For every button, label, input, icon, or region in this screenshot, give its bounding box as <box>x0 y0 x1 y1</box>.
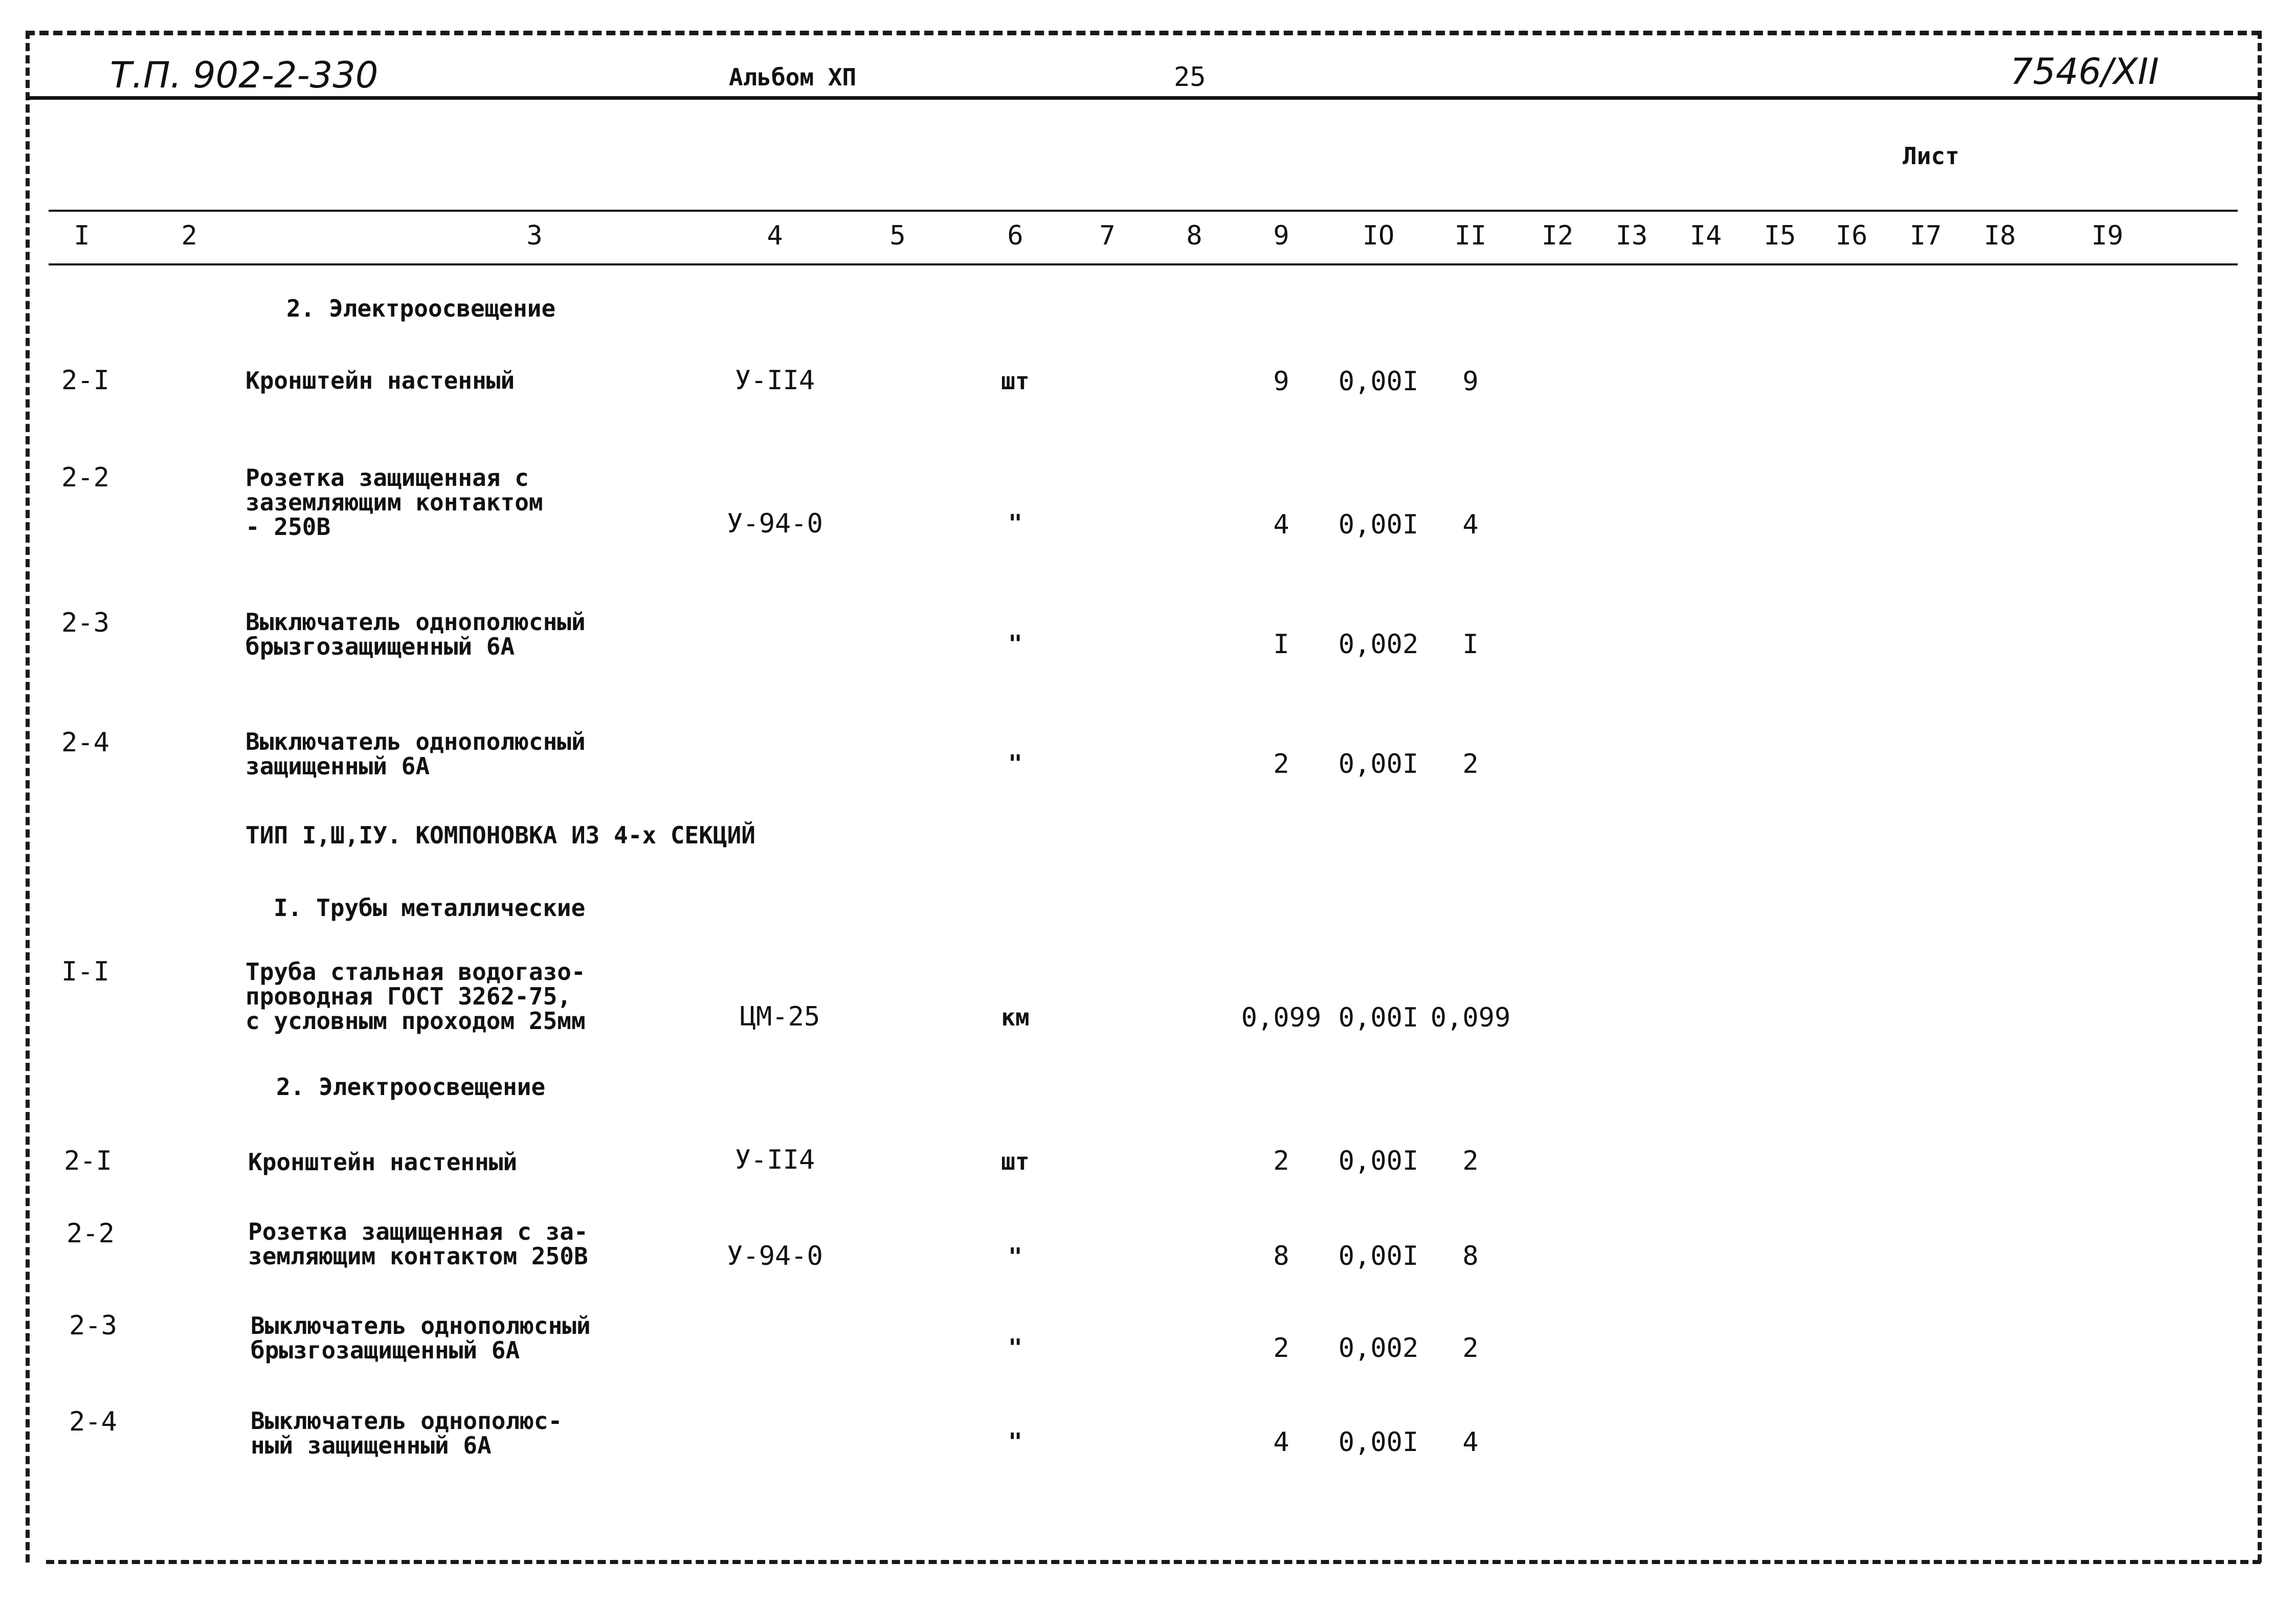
frame-top-border <box>26 31 2261 35</box>
total-cell: 0,099 <box>1430 1002 1511 1033</box>
name-cell: Выключатель однополюсный защищенный 6А <box>246 728 586 780</box>
album-label: Альбом ХП <box>729 63 857 91</box>
position-cell: I-I <box>61 956 109 987</box>
column-header: 8 <box>1186 220 1202 251</box>
column-header: 6 <box>1007 220 1023 251</box>
name-cell: Розетка защищенная с заземляющим контактом - 250В <box>246 464 543 541</box>
header-top-rule <box>49 210 2238 212</box>
quantity-cell: 2 <box>1273 749 1289 779</box>
unit-cell: " <box>1008 630 1022 658</box>
header-bottom-rule <box>49 263 2238 265</box>
quantity-cell: I <box>1273 629 1289 660</box>
total-cell: 9 <box>1462 366 1479 397</box>
coefficient-cell: 0,002 <box>1338 1333 1419 1364</box>
total-cell: 4 <box>1462 509 1479 540</box>
coefficient-cell: 0,00I <box>1338 1002 1419 1033</box>
column-header: 9 <box>1273 220 1289 251</box>
code-cell: У-94-0 <box>727 508 823 539</box>
position-cell: 2-4 <box>69 1407 117 1437</box>
column-header: II <box>1454 220 1487 251</box>
unit-cell: " <box>1008 750 1022 777</box>
quantity-cell: 8 <box>1273 1241 1289 1271</box>
code-cell: У-II4 <box>734 365 815 396</box>
position-cell: 2-I <box>64 1146 112 1176</box>
unit-cell: км <box>1001 1003 1030 1031</box>
unit-cell: " <box>1008 1428 1022 1456</box>
name-cell: Кронштейн настенный <box>248 1148 518 1176</box>
document-number: 7546/XII <box>2010 51 2159 93</box>
column-header: I5 <box>1764 220 1796 251</box>
coefficient-cell: 0,00I <box>1338 1241 1419 1271</box>
column-header: I <box>74 220 90 251</box>
code-cell: ЦМ-25 <box>740 1001 820 1032</box>
code-cell: У-94-0 <box>727 1241 823 1271</box>
position-cell: 2-2 <box>66 1218 115 1249</box>
column-header: 3 <box>526 220 543 251</box>
coefficient-cell: 0,00I <box>1338 749 1419 779</box>
frame-bottom-border <box>46 1560 2261 1564</box>
total-cell: 2 <box>1462 1333 1479 1364</box>
unit-cell: " <box>1008 1334 1022 1362</box>
name-cell: Выключатель однополюсный брызгозащищенный 6А <box>246 608 586 660</box>
coefficient-cell: 0,002 <box>1338 629 1419 660</box>
coefficient-cell: 0,00I <box>1338 366 1419 397</box>
position-cell: 2-4 <box>61 727 109 758</box>
total-cell: 2 <box>1462 1146 1479 1176</box>
page-number: 25 <box>1174 62 1206 93</box>
section-heading: 2. Электроосвещение <box>286 295 556 322</box>
column-header: I3 <box>1615 220 1648 251</box>
column-header: 7 <box>1099 220 1116 251</box>
unit-cell: " <box>1008 1243 1022 1270</box>
column-header: I7 <box>1909 220 1942 251</box>
position-cell: 2-3 <box>69 1310 117 1341</box>
column-header: IO <box>1362 220 1395 251</box>
quantity-cell: 4 <box>1273 1427 1289 1458</box>
section-heading: I. Трубы металлические <box>274 894 586 922</box>
name-cell: Труба стальная водогазо- проводная ГОСТ 3262-75, с условным проходом 25мм <box>246 958 586 1035</box>
total-cell: 2 <box>1462 749 1479 779</box>
frame-left-border <box>26 31 30 1563</box>
section-heading: 2. Электроосвещение <box>276 1073 546 1101</box>
coefficient-cell: 0,00I <box>1338 1146 1419 1176</box>
section-heading: ТИП I,Ш,IУ. КОМПОНОВКА ИЗ 4-х СЕКЦИЙ <box>246 821 755 849</box>
column-header: 5 <box>889 220 906 251</box>
code-cell: У-II4 <box>734 1145 815 1175</box>
name-cell: Выключатель однополюс- ный защищенный 6А <box>251 1407 563 1459</box>
position-cell: 2-I <box>61 365 109 396</box>
name-cell: Выключатель однополюсный брызгозащищенный 6А <box>251 1312 591 1364</box>
sheet-label: Лист <box>1903 142 1959 170</box>
unit-cell: " <box>1008 509 1022 537</box>
position-cell: 2-2 <box>61 462 109 493</box>
position-cell: 2-3 <box>61 608 109 638</box>
total-cell: 8 <box>1462 1241 1479 1271</box>
column-header: I2 <box>1541 220 1574 251</box>
quantity-cell: 2 <box>1273 1333 1289 1364</box>
column-header: I9 <box>2091 220 2124 251</box>
unit-cell: шт <box>1001 367 1030 395</box>
title-block-rule <box>26 96 2261 100</box>
column-header: 4 <box>767 220 783 251</box>
quantity-cell: 2 <box>1273 1146 1289 1176</box>
frame-right-border <box>2258 31 2262 1563</box>
quantity-cell: 0,099 <box>1241 1002 1322 1033</box>
unit-cell: шт <box>1001 1148 1030 1175</box>
column-header: I4 <box>1689 220 1722 251</box>
column-header: 2 <box>181 220 197 251</box>
column-header: I6 <box>1835 220 1868 251</box>
coefficient-cell: 0,00I <box>1338 1427 1419 1458</box>
quantity-cell: 9 <box>1273 366 1289 397</box>
column-header: I8 <box>1983 220 2016 251</box>
total-cell: 4 <box>1462 1427 1479 1458</box>
name-cell: Розетка защищенная с за- земляющим контактом 250В <box>248 1218 588 1270</box>
quantity-cell: 4 <box>1273 509 1289 540</box>
name-cell: Кронштейн настенный <box>246 367 515 394</box>
total-cell: I <box>1462 629 1479 660</box>
coefficient-cell: 0,00I <box>1338 509 1419 540</box>
project-code: Т.П. 902-2-330 <box>110 54 378 96</box>
